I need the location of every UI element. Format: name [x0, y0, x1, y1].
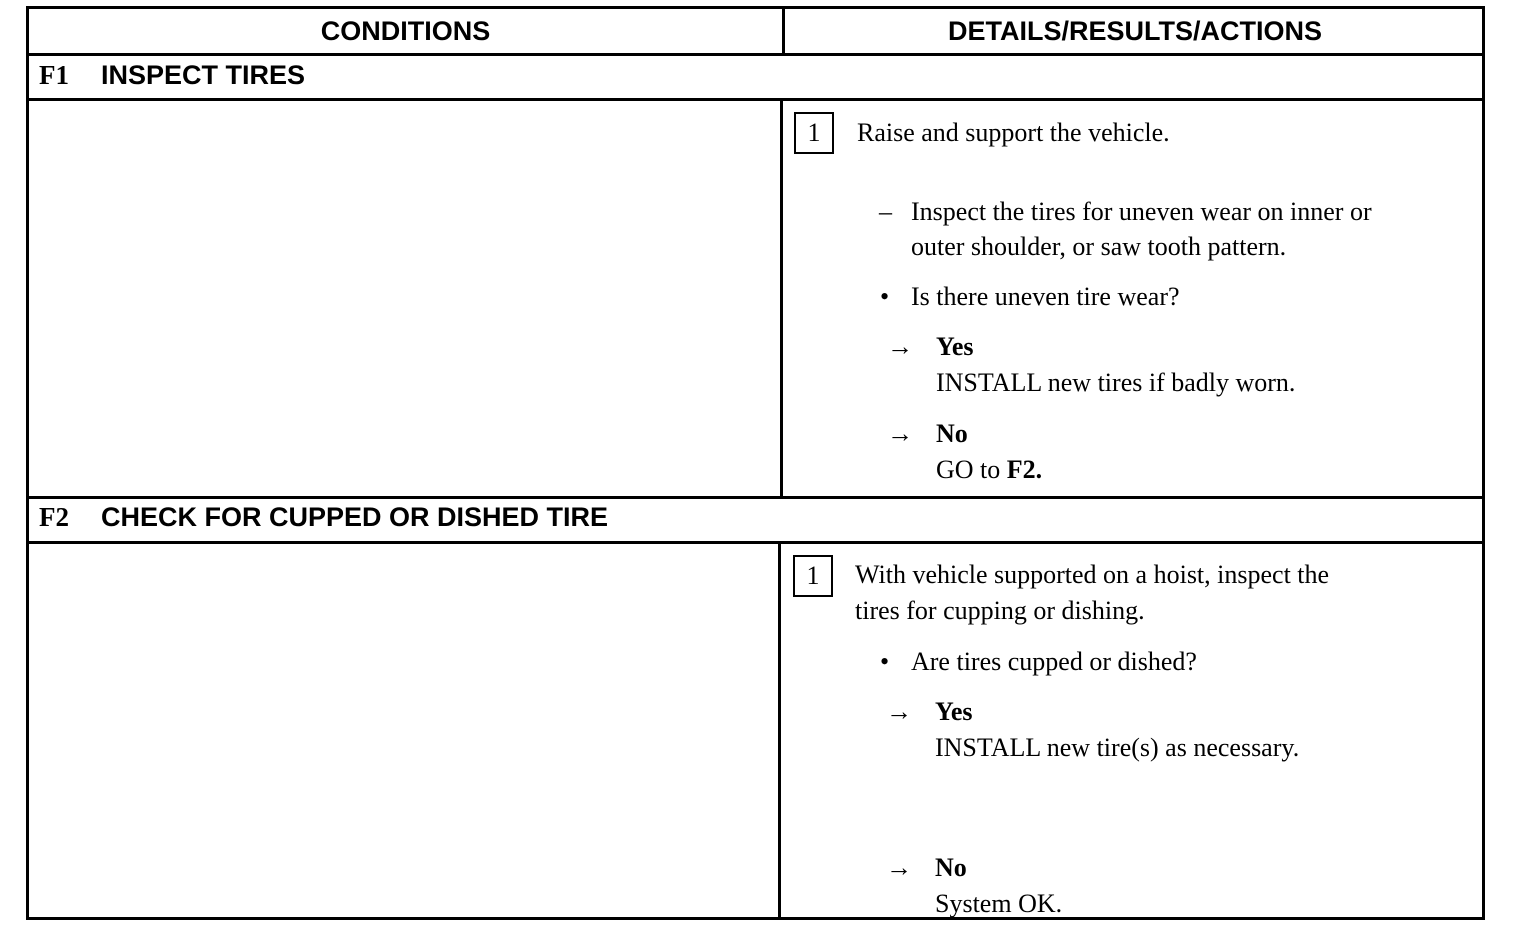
section-f2-name: CHECK FOR CUPPED OR DISHED TIRE — [101, 502, 609, 532]
section-f2-no-label: No — [935, 853, 967, 882]
section-f1-dash-line1: Inspect the tires for uneven wear on inner or — [911, 197, 1372, 226]
section-f1-no-action — [936, 452, 1042, 487]
section-f1-divider — [780, 101, 783, 496]
section-f1-name: INSPECT TIRES — [101, 60, 306, 90]
section-f1-question: Is there uneven tire wear? — [911, 282, 1180, 311]
header-divider — [782, 9, 785, 53]
details-header: DETAILS/RESULTS/ACTIONS — [947, 16, 1322, 46]
section-f1-no-action-prefix: GO to — [936, 455, 1007, 484]
section-f1-dash-marker: – — [879, 197, 892, 226]
conditions-header: CONDITIONS — [320, 16, 491, 46]
section-f2-yes-action: INSTALL new tire(s) as necessary. — [935, 733, 1300, 762]
section-f1-yes-action: INSTALL new tires if badly worn. — [936, 368, 1296, 397]
section-f1-no-label: No — [936, 419, 968, 448]
section-f1-step-text: Raise and support the vehicle. — [857, 118, 1170, 147]
diagnostic-table — [26, 6, 1485, 920]
section-f1-yes-arrow: → — [887, 332, 913, 361]
section-f1-code: F1 — [39, 60, 69, 90]
section-f1-no-action-ref[interactable]: F2. — [1006, 455, 1043, 484]
section-f2-step-line2: tires for cupping or dishing. — [855, 596, 1145, 625]
section-f1-title — [39, 55, 305, 95]
section-f1-no-arrow: → — [887, 419, 913, 448]
section-f2-no-action: System OK. — [935, 889, 1063, 918]
section-f2-yes-arrow: → — [886, 697, 912, 726]
section-f1-yes-label: Yes — [936, 332, 974, 361]
section-f1-dash-line2: outer shoulder, or saw tooth pattern. — [911, 232, 1287, 261]
section-f2-bullet: • — [880, 647, 890, 676]
section-f2-step-number: 1 — [793, 555, 833, 597]
section-f1-title-rule — [29, 98, 1482, 101]
section-f2-step-line1: With vehicle supported on a hoist, inspect the — [855, 560, 1330, 589]
section-f2-title-rule — [29, 541, 1482, 544]
section-f2-no-arrow: → — [886, 853, 912, 882]
section-f2-code: F2 — [39, 502, 69, 532]
section-f1-bullet: • — [880, 282, 890, 311]
section-f2-divider — [778, 544, 781, 920]
section-f1-step-number: 1 — [794, 112, 834, 154]
section-f2-yes-label: Yes — [935, 697, 973, 726]
section-f2-question: Are tires cupped or dished? — [911, 647, 1197, 676]
section-f2-title — [39, 497, 608, 537]
